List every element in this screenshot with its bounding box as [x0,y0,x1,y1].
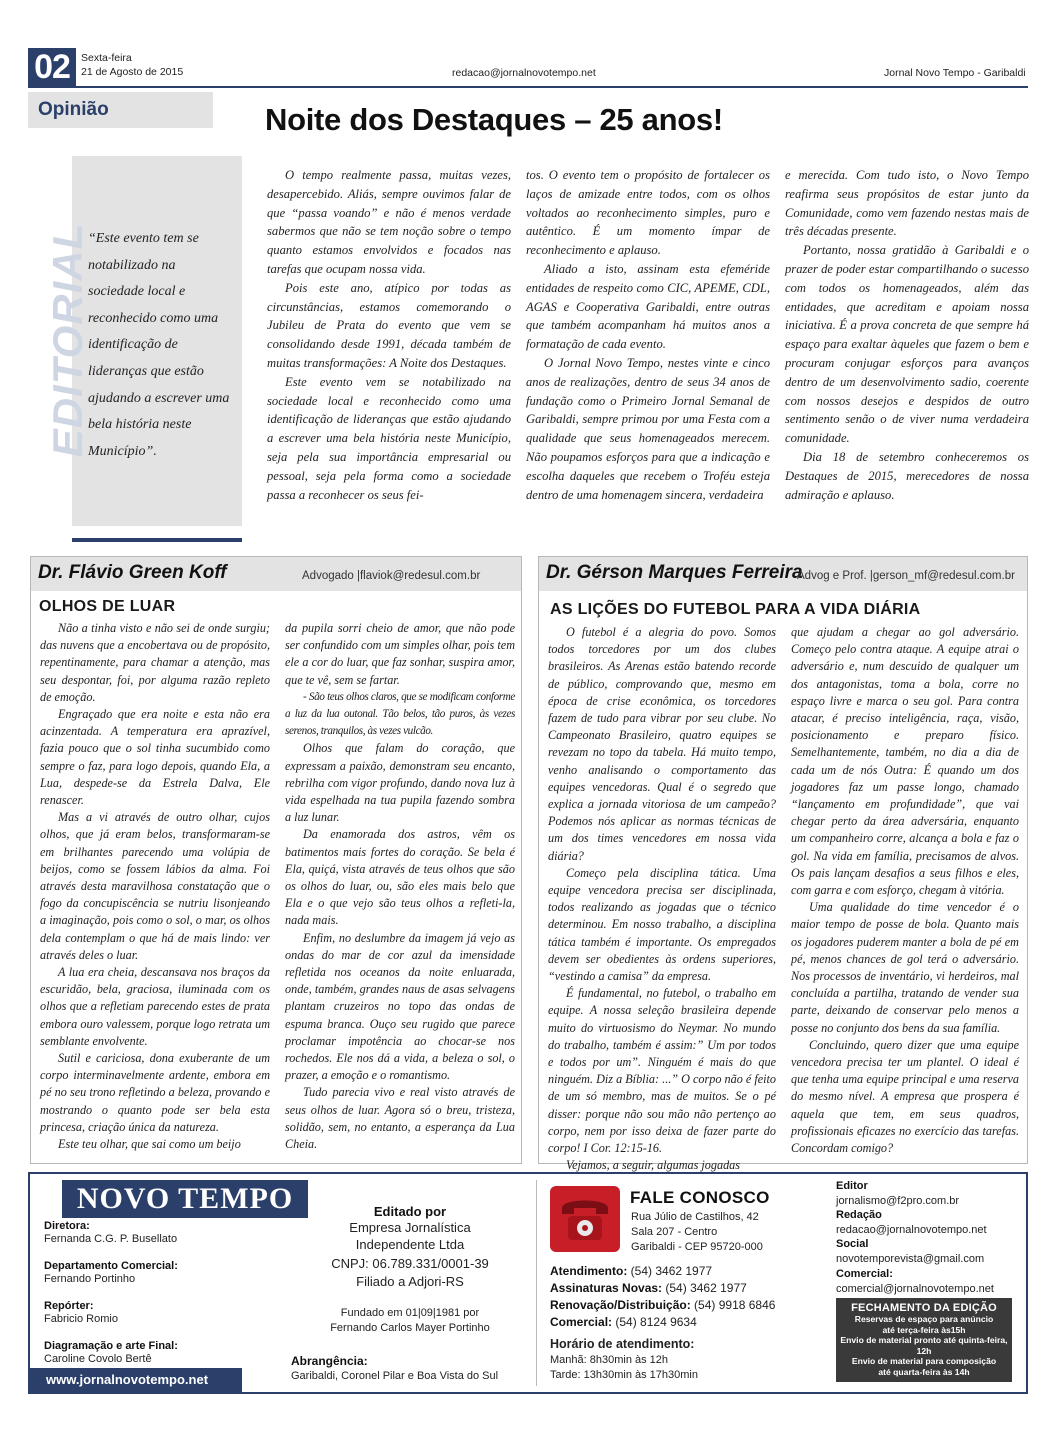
paragraph: Aliado a isto, assinam esta efeméride entidades de respeito como CIC, APEME, CDL, AGAS e Cooperativa Garibaldi, entre outras que também acompanham há muitos anos a formatação de cada evento. [526,261,770,352]
weekday: Sexta-feira [81,52,132,64]
cnpj: CNPJ: 06.789.331/0001-39 [331,1256,489,1271]
paragraph: Uma qualidade do time vencedor é o maior tempo de posse de bola. Quanto mais os jogadores puderem manter a bola de pé em pé, menos chances de gol terá o adversário. Nos processos de inventário, vi herdeiros, mal concluída a partilha, tratando de vender sua parte, deixando de conservar pelo menos a posse no conjunto dos bens da sua família. [791,900,1019,1035]
paragraph: Da enamorada dos astros, vêm os batimentos mais fortes do coração. Se bela é Ela, quiçá, vista através de teus olhos que são os olhos do luar, ou, são eles mais belo que Ela e o que vejo são teus olhos a refleti-la, nada mais. [285,827,515,928]
paragraph: Dia 18 de setembro conheceremos os Destaques de 2015, merecedores de nossa admiração e aplauso. [785,449,1029,502]
paragraph: É fundamental, no futebol, o trabalho em equipe. A nossa seleção brasileira depende muito do virtuosismo do Neymar. No mundo do trabalho, também é assim:” Um por todos e todos por um”. Ninguém é mais do que ninguém. Diz a Bíblia: ...” O corpo não é feito de um só membro, mas de muitos. Se o pé disser: porque não sou mão não pertenço ao corpo, nem por isso deixa de fazer parte do corpo! I Cor. 12:15-16. [548,986,776,1156]
closing-title: FECHAMENTO DA EDIÇÃO [851,1302,997,1314]
address-line: Garibaldi - CEP 95720-000 [631,1241,763,1253]
address-line: Rua Júlio de Castilhos, 42 [631,1211,759,1223]
paragraph: Pois este ano, atípico por todas as circunstâncias, estamos comemorando o Jubileu de Prata do evento que vem se consolidando desde 1991, década também de muitas transformações: A Noite dos Destaques. [267,280,511,370]
paragraph: e merecida. Com tudo isto, o Novo Tempo reafirma seus propósitos de estar junto da Comunidade, como vem fazendo nestas mais de três décadas presente. [785,168,1029,239]
founded-line: Fundado em 01|09|1981 por [340,1307,480,1319]
phone-label: Comercial: [550,1315,613,1329]
closing-line: Reservas de espaço para anúncio [854,1314,994,1324]
column-left-text-2 [285,620,515,1153]
closing-line: Envio de material pronto até quinta-feira, 12h [840,1335,1008,1356]
phone-assinaturas [550,1281,747,1295]
founded-line: Fernando Carlos Mayer Portinho [330,1322,490,1334]
phone-value: (54) 3462 1977 [630,1264,713,1278]
paragraph: da pupila sorri cheio de amor, que não pode ser confundido com um simples olhar, pois tem ele a cor do luar, que faz sonhar, suspira amor, que te vê, sem se fartar. [285,621,515,687]
column-author: Dr. Gérson Marques Ferreira [546,562,803,583]
paragraph: Começo pela disciplina tática. Uma equipe vencedora precisa ser disciplinada, todos realizando as jogadas que o técnico determinou. Em nosso trabalho, a disciplina tática também é importante. Os empregados devem ser obedientes às ordens superiores, “vestindo a camisa” da empresa. [548,865,776,984]
issue-date: 21 de Agosto de 2015 [81,66,184,78]
website-link[interactable]: www.jornalnovotempo.net [28,1368,242,1392]
email-value[interactable]: novotemporevista@gmail.com [836,1253,985,1265]
column-title: AS LIÇÕES DO FUTEBOL PARA A VIDA DIÁRIA [550,601,921,618]
paragraph: Concluindo, quero dizer que uma equipe vencedora precisa ter um plantel. O ideal é que tenha uma equipe principal e uma reserva do mesmo nível. A empresa que prospera é aquela que tem, em seus quadros, profissionais eficazes no exercício das tarefas. Concordam comigo? [791,1037,1019,1156]
column-right-text-1 [548,624,776,1175]
paragraph: O tempo realmente passa, muitas vezes, desapercebido. Aliás, sempre ouvimos falar de que “passa voando” e não é menos verdade sabermos que não se tem noção sobre o tempo quanto estamos envolvidos e focados nas tarefas que ocupam nossa vida. [267,168,511,276]
paragraph: Engraçado que era noite e esta não era acinzentada. A temperatura era aprazível, fazia pouco que o sol tinha sucumbido como sempre o faz, para logo depois, quando Ela, a Lua, despede-se da Estrela Dalva, Ele renascer. [40,707,270,808]
address-line: Sala 207 - Centro [631,1226,718,1238]
publisher-name: Empresa Jornalística [349,1220,471,1235]
coverage-value: Garibaldi, Coronel Pilar e Boa Vista do Sul [291,1370,499,1382]
editorial-column-3 [785,166,1029,504]
closing-line: até terça-feira às15h [882,1324,966,1335]
paragraph: Portanto, nossa gratidão à Garibaldi e o prazer de poder estar compartilhando o sucesso com todos os homenageados, além das entidades, que acreditam e apoiam nossa iniciativa. É a prova concreta de que sempre há espaço para exaltar àqueles que fazem o bem e procuram conjugar esforços para avanços dentro de um desenvolvimento sadio, coerente com nossos desejos e despidos de outro sentimento senão o de viver numa verdadeira comunidade. [785,243,1029,446]
phone-label: Assinaturas Novas: [550,1281,663,1295]
telephone-icon [550,1186,620,1252]
pull-quote-rule [72,538,242,542]
email-value[interactable]: redacao@jornalnovotempo.net [836,1224,987,1236]
contact-title: FALE CONOSCO [630,1188,770,1207]
staff-value: Caroline Covolo Bertê [44,1353,152,1365]
paragraph: que ajudam a chegar ao gol adversário. Começo pelo contra ataque. A equipe atrai o adversário e, num descuido de qualquer um dos antagonistas, toma a bola, corre no espaço livre e marca o seu gol. Para contra atacar, é preciso inteligência, raça, visão, posicionamento e preparo físico. Semelhantemente, também, no dia a dia de cada um de nós Outra: É quando um dos jogadores faz um passe longo, chamado “lançamento em profundidade”, que vai chegar perto da área adversária, enquanto um companheiro corre, alcança a bola e faz o gol. Na vida em família, precisamos de alvos. Os pais lançam desafios a seus filhos e eles, com garra e com esforço, chegam à vitória. [791,625,1019,898]
editorial-headline: Noite dos Destaques – 25 anos! [265,102,723,137]
newspaper-logo: NOVO TEMPO [62,1180,308,1218]
section-label: Opinião [38,99,109,120]
header-paper-name: Jornal Novo Tempo - Garibaldi [884,67,1026,79]
header-rule [28,86,1028,88]
editorial-column-1 [267,166,511,504]
paragraph: A lua era cheia, descansava nos braços da escuridão, bela, graciosa, iluminada com os olhos que a refletiam parecendo estes de prata embora ouro valessem, porque logo retrata um semblante envolvente. [40,965,270,1048]
paragraph: Não a tinha visto e não sei de onde surgiu; das nuvens que a encobertava ou de propósito, repentinamente, para chamar a atenção, mas seu despontar, foi, por alguma razão repleto de emoção. [40,621,270,704]
phone-atendimento [550,1264,712,1278]
closing-info-box [836,1298,1012,1382]
paragraph: Enfim, no deslumbre da imagem já vejo as ondas do mar de cor azul da imensidade refletida nos oceanos da noite enluarada, onde, também, grandes naus de asas selvagens plantam cruzeiros no topo das ondas de espuma branca. Ouço seu rugido que parece proclamar impotência ao chocar-se nos rochedos. Ele nos dá a vida, a beleza o sol, o prazer, a emoção e o romantismo. [285,930,515,1083]
hours-line: Tarde: 13h30min às 17h30min [550,1369,698,1381]
telephone-icon-graphic [550,1186,620,1252]
editorial-vertical-text: EDITORIAL [44,222,91,458]
staff-label: Repórter: [44,1300,94,1312]
phone-renovacao [550,1298,775,1312]
paragraph: Este teu olhar, que sai como um beijo [58,1137,241,1152]
staff-label: Departamento Comercial: [44,1260,178,1272]
phone-comercial [550,1315,697,1329]
column-left-text-1 [40,620,270,1153]
staff-label: Diagramação e arte Final: [44,1340,178,1352]
paragraph: O futebol é a alegria do povo. Somos todos torcedores por um dos clubes brasileiros. As Arenas estão batendo recorde de público, comprovando que, mesmo em época de crise econômica, os torcedores fazem de tudo para vibrar por seu clube. No Campeonato Brasileiro, quatro equipes se revezam no topo da tabela. Há muito tempo, venho analisando o comportamento das equipes vencedoras. Qual é o segredo que explica a jornada vitoriosa de um campeão? Podemos nós aplicar as normas técnicas de um dos times vencedores em nossa vida diária? [548,625,776,863]
publisher-name: Independente Ltda [355,1237,465,1252]
email-value[interactable]: jornalismo@f2pro.com.br [836,1195,960,1207]
column-right-text-2 [791,624,1019,1157]
paragraph: O Jornal Novo Tempo, nestes vinte e cinco anos de realizações, dentro de seus 34 anos de fundação como o Primeiro Jornal Semanal de Garibaldi, sempre primou por uma Festa com a qualidade que seus homenageados merecem. Não poupamos esforços para que a indicação e escolha daqueles que recebem o Troféu esteja dentro de uma homenagem sincera, verdadeira [526,355,770,502]
email-value[interactable]: comercial@jornalnovotempo.net [836,1283,994,1295]
email-label: Social [836,1238,869,1250]
phone-label: Atendimento: [550,1264,628,1278]
header-email[interactable]: redacao@jornalnovotempo.net [452,67,596,79]
paragraph: Sutil e cariciosa, dona exuberante de um corpo interminavelmente ardente, embora em pé no seu trono refletindo a beleza, provando e mostrando o quanto pode ser bela esta princesa, criação única da natureza. [40,1051,270,1134]
phone-value: (54) 9918 6846 [694,1298,776,1312]
page-number: 02 [28,48,76,86]
paragraph: Tudo parecia vivo e real visto através de seus olhos de luar. Agora só o breu, tristeza, solidão, sem, no entanto, a esperança da Lua Cheia. [285,1085,515,1152]
footer-divider [536,1180,537,1386]
staff-value: Fernanda C.G. P. Busellato [44,1233,178,1245]
phone-label: Renovação/Distribuição: [550,1298,691,1312]
hours-label: Horário de atendimento: [550,1337,695,1351]
closing-line: Envio de material para composição [851,1356,997,1367]
email-label: Editor [836,1180,868,1192]
paragraph: Vejamos, a seguir, algumas jogadas [566,1158,741,1173]
email-label: Comercial: [836,1268,893,1280]
paragraph: Olhos que falam do coração, que expressam a paixão, demonstram seu encanto, rebrilha com vigor profundo, dando nova luz à vida espelhada na tua pupila fazendo sombra a luz lunar. [285,741,515,825]
column-author-meta: Advogado |flaviok@redesul.com.br [302,570,481,582]
phone-value: (54) 8124 9634 [615,1315,697,1329]
pull-quote: “Este evento tem se notabilizado na sociedade local e reconhecido como uma identificação de lideranças que estão ajudando a escrever uma bela história neste Município”. [88,231,230,459]
column-author: Dr. Flávio Green Koff [38,562,227,583]
edited-by-label: Editado por [373,1204,447,1219]
coverage-label: Abrangência: [291,1354,368,1368]
email-label: Redação [836,1209,882,1221]
column-title: OLHOS DE LUAR [39,598,176,615]
affiliation: Filiado a Adjori-RS [356,1274,464,1289]
paragraph: tos. O evento tem o propósito de fortalecer os laços de amizade entre todos, com os olhos voltados ao reconhecimento simples, puro e autêntico. É um momento ímpar de reconhecimento e aplauso. [526,168,770,258]
paragraph: Mas a vi através de outro olhar, cujos olhos, que já eram belos, transformaram-se em brilhantes parecendo uma volúpia de beijos, como se fossem lábios da alma. Foi através desta maravilhosa constatação que o fogo da concupiscência se nutriu lisonjeando a imaginação, pois como o sol, o mar, os olhos dela contemplam o que há de mais lindo: ver através deles o luar. [40,810,270,962]
column-author-meta: Advog e Prof. |gerson_mf@redesul.com.br [797,570,1015,582]
paragraph: - São teus olhos claros, que se modificam conforme a luz da lua outonal. Tão belos, tão puros, às vezes serenos, tranquilos, às vezes vulcão. [285,690,515,738]
closing-line: até quarta-feira às 14h [878,1366,970,1377]
editorial-column-2 [526,166,770,504]
phone-value: (54) 3462 1977 [665,1281,747,1295]
staff-value: Fabricio Romio [44,1313,118,1325]
staff-value: Fernando Portinho [44,1273,136,1285]
paragraph: Este evento vem se notabilizado na sociedade local e reconhecido como uma identificação de lideranças que estão ajudando a escrever uma bela história neste Município, seja pela sua importância empresarial ou pessoal, seja pela forma como a sociedade passa a reconhecer os seus fei- [267,374,511,502]
staff-label: Diretora: [44,1220,90,1232]
hours-line: Manhã: 8h30min às 12h [550,1354,669,1366]
